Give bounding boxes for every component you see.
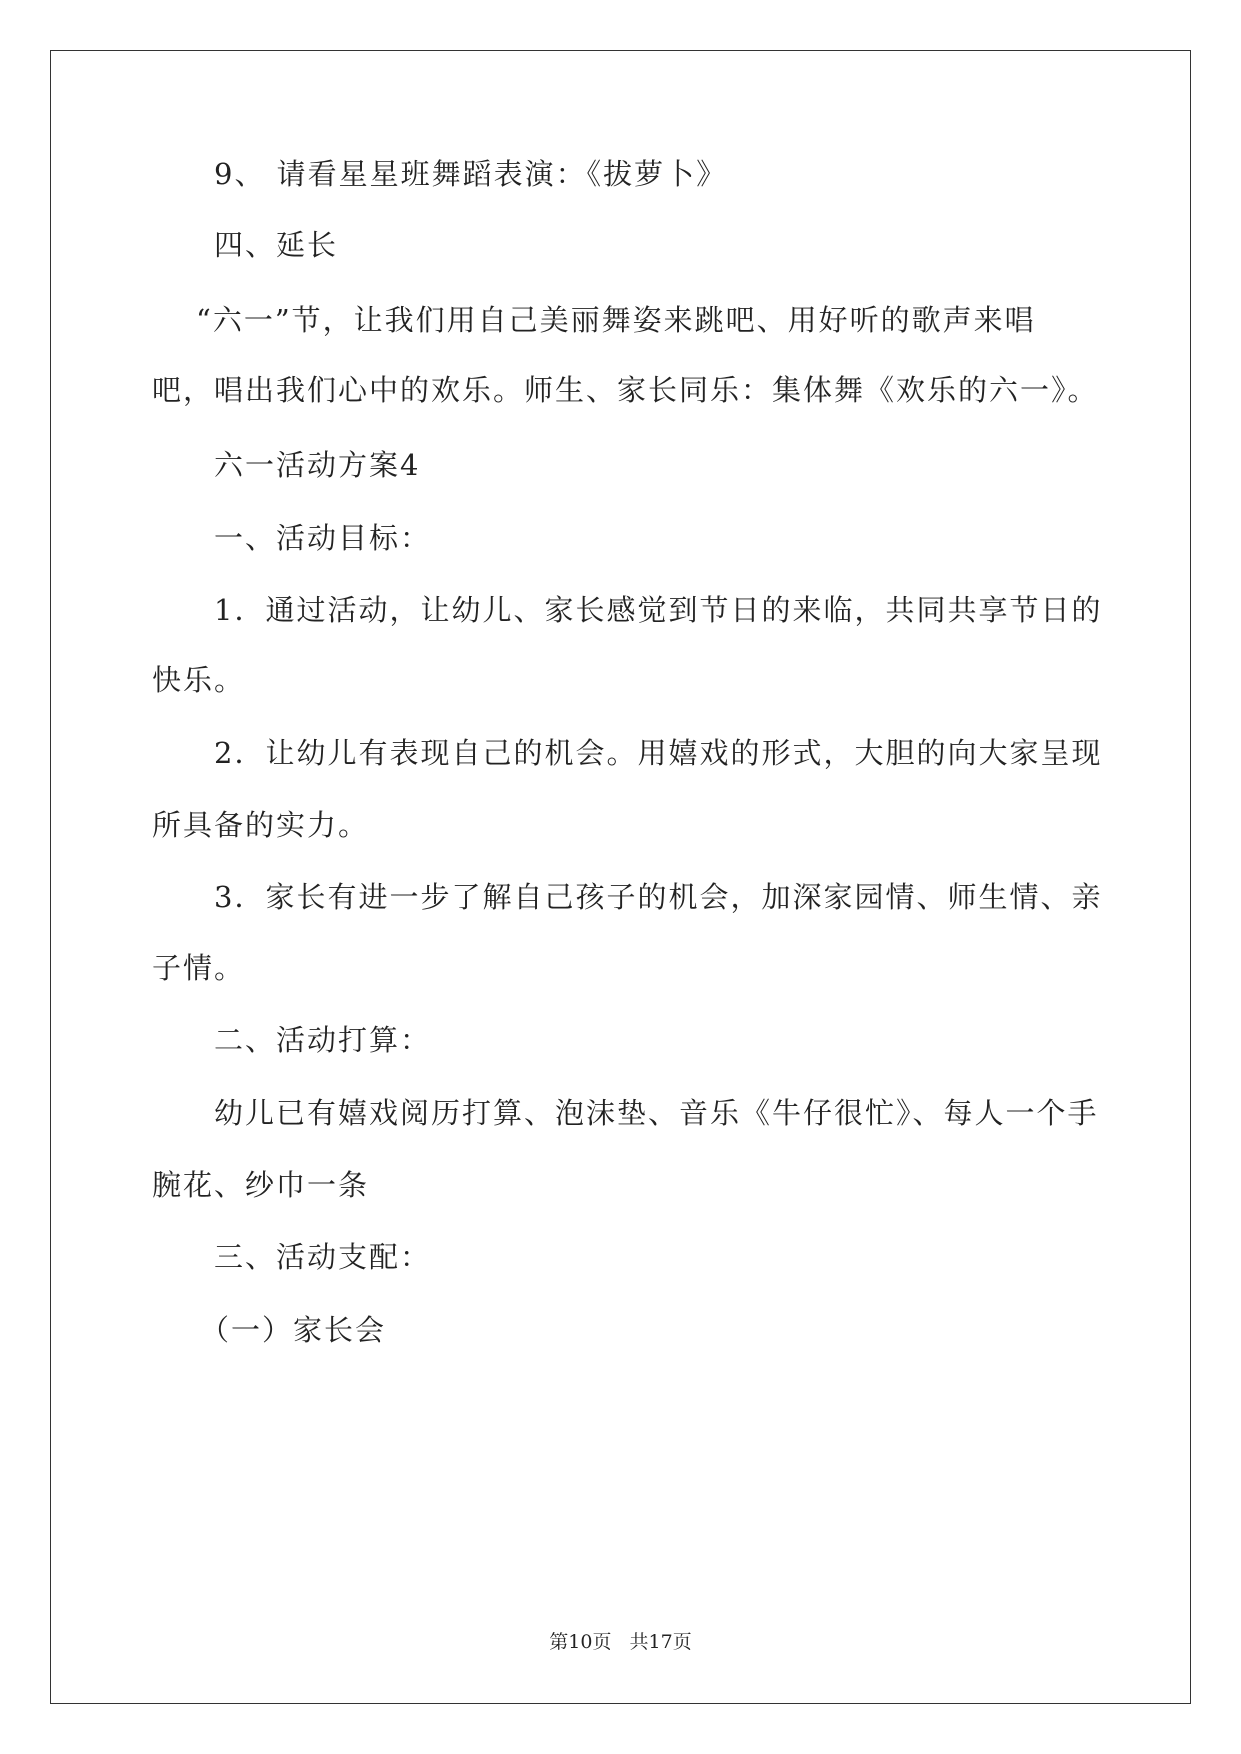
section-heading: 三、活动支配： bbox=[214, 1240, 432, 1274]
section-heading: 四、延长 bbox=[214, 228, 339, 262]
paragraph-line: 2．让幼儿有表现自己的机会。用嬉戏的形式，大胆的向大家呈现 bbox=[214, 736, 1103, 770]
paragraph-line: 幼儿已有嬉戏阅历打算、泡沫垫、音乐《牛仔很忙》、每人一个手 bbox=[214, 1096, 1099, 1130]
page-number-current: 第10页 bbox=[549, 1631, 612, 1653]
paragraph-line: 所具备的实力。 bbox=[152, 808, 370, 842]
paragraph-line: 3．家长有进一步了解自己孩子的机会，加深家园情、师生情、亲 bbox=[214, 880, 1103, 914]
section-heading: 一、活动目标： bbox=[214, 521, 432, 555]
page-number-total: 共17页 bbox=[629, 1631, 692, 1653]
section-title: 六一活动方案4 bbox=[214, 448, 421, 482]
paragraph-line: 快乐。 bbox=[152, 663, 246, 697]
paragraph-line: 子情。 bbox=[152, 951, 246, 985]
paragraph-line: 1．通过活动，让幼儿、家长感觉到节日的来临，共同共享节日的 bbox=[214, 593, 1103, 627]
paragraph-line: 吧，唱出我们心中的欢乐。师生、家长同乐：集体舞《欢乐的六一》。 bbox=[152, 373, 1099, 407]
section-heading: 二、活动打算： bbox=[214, 1023, 432, 1057]
paragraph-line: 9、 请看星星班舞蹈表演：《拔萝卜》 bbox=[214, 157, 728, 191]
subsection-heading: （一）家长会 bbox=[200, 1313, 387, 1347]
page-footer bbox=[0, 1630, 1241, 1654]
paragraph-line: “六一”节，让我们用自己美丽舞姿来跳吧、用好听的歌声来唱 bbox=[196, 303, 1036, 337]
paragraph-line: 腕花、纱巾一条 bbox=[152, 1168, 370, 1202]
